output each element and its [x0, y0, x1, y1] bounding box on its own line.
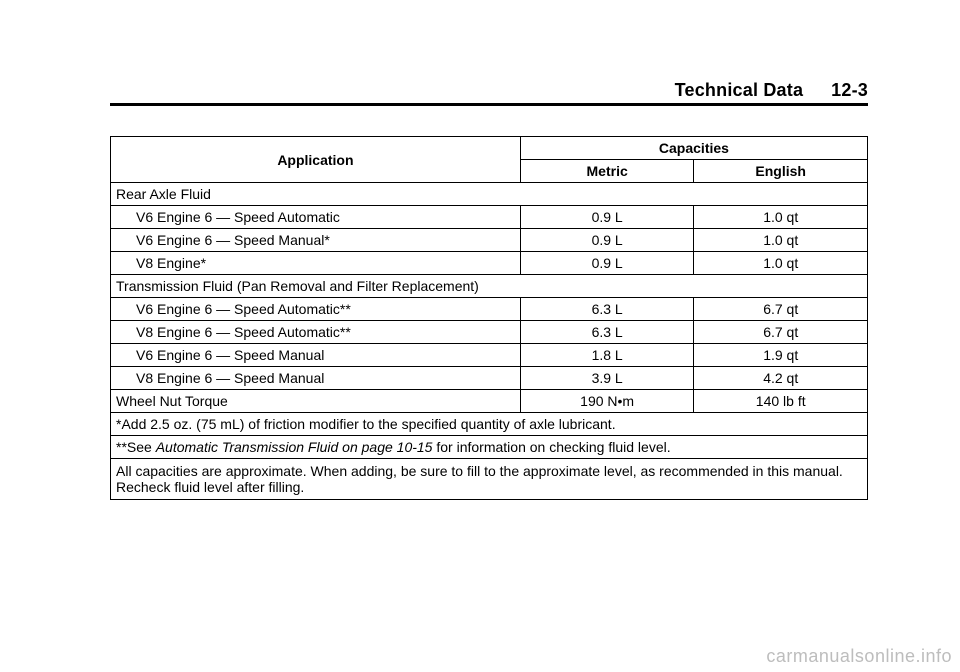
page-number: 12-3 [831, 80, 868, 100]
row-application: V6 Engine 6 — Speed Manual [111, 344, 521, 367]
row-english: 4.2 qt [694, 367, 868, 390]
table-row [111, 298, 868, 321]
section-title-rear-axle: Rear Axle Fluid [111, 183, 868, 206]
header-rule [110, 103, 868, 106]
row-metric: 6.3 L [520, 321, 694, 344]
torque-application: Wheel Nut Torque [111, 390, 521, 413]
note-row-transmission [111, 436, 868, 459]
metric-header: Metric [520, 160, 694, 183]
row-english: 1.0 qt [694, 229, 868, 252]
row-application: V6 Engine 6 — Speed Automatic [111, 206, 521, 229]
row-application: V6 Engine 6 — Speed Automatic** [111, 298, 521, 321]
torque-metric: 190 N•m [520, 390, 694, 413]
table-row [111, 344, 868, 367]
torque-row [111, 390, 868, 413]
torque-english: 140 lb ft [694, 390, 868, 413]
note-trans-reference: Automatic Transmission Fluid on page 10-15 [155, 439, 433, 455]
row-application: V6 Engine 6 — Speed Manual* [111, 229, 521, 252]
table-row [111, 252, 868, 275]
table-row [111, 229, 868, 252]
table-row [111, 321, 868, 344]
row-metric: 0.9 L [520, 229, 694, 252]
note-trans-prefix: **See [116, 439, 156, 455]
note-trans-suffix: for information on checking fluid level. [432, 439, 671, 455]
row-metric: 0.9 L [520, 206, 694, 229]
page-header [675, 80, 868, 101]
english-header: English [694, 160, 868, 183]
row-english: 1.0 qt [694, 206, 868, 229]
row-metric: 3.9 L [520, 367, 694, 390]
row-english: 1.0 qt [694, 252, 868, 275]
row-english: 6.7 qt [694, 321, 868, 344]
application-header: Application [111, 137, 521, 183]
row-metric: 1.8 L [520, 344, 694, 367]
row-english: 1.9 qt [694, 344, 868, 367]
row-application: V8 Engine 6 — Speed Manual [111, 367, 521, 390]
section-title-transmission: Transmission Fluid (Pan Removal and Filter Replacement) [111, 275, 868, 298]
section-row-transmission [111, 275, 868, 298]
watermark: carmanualsonline.info [766, 646, 952, 666]
note-approx: All capacities are approximate. When adding, be sure to fill to the approximate level, as recommended in this manual. Recheck fluid level after filling. [111, 459, 868, 500]
row-application: V8 Engine* [111, 252, 521, 275]
capacities-header: Capacities [520, 137, 867, 160]
row-metric: 6.3 L [520, 298, 694, 321]
note-row-approx [111, 459, 868, 500]
row-application: V8 Engine 6 — Speed Automatic** [111, 321, 521, 344]
note-transmission [111, 436, 868, 459]
section-row-rear-axle [111, 183, 868, 206]
capacities-table [110, 136, 868, 500]
note-row-axle [111, 413, 868, 436]
table-head-row [111, 137, 868, 160]
row-metric: 0.9 L [520, 252, 694, 275]
table-row [111, 206, 868, 229]
section-title: Technical Data [674, 80, 804, 100]
table-row [111, 367, 868, 390]
note-axle: *Add 2.5 oz. (75 mL) of friction modifier to the specified quantity of axle lubricant. [111, 413, 868, 436]
row-english: 6.7 qt [694, 298, 868, 321]
